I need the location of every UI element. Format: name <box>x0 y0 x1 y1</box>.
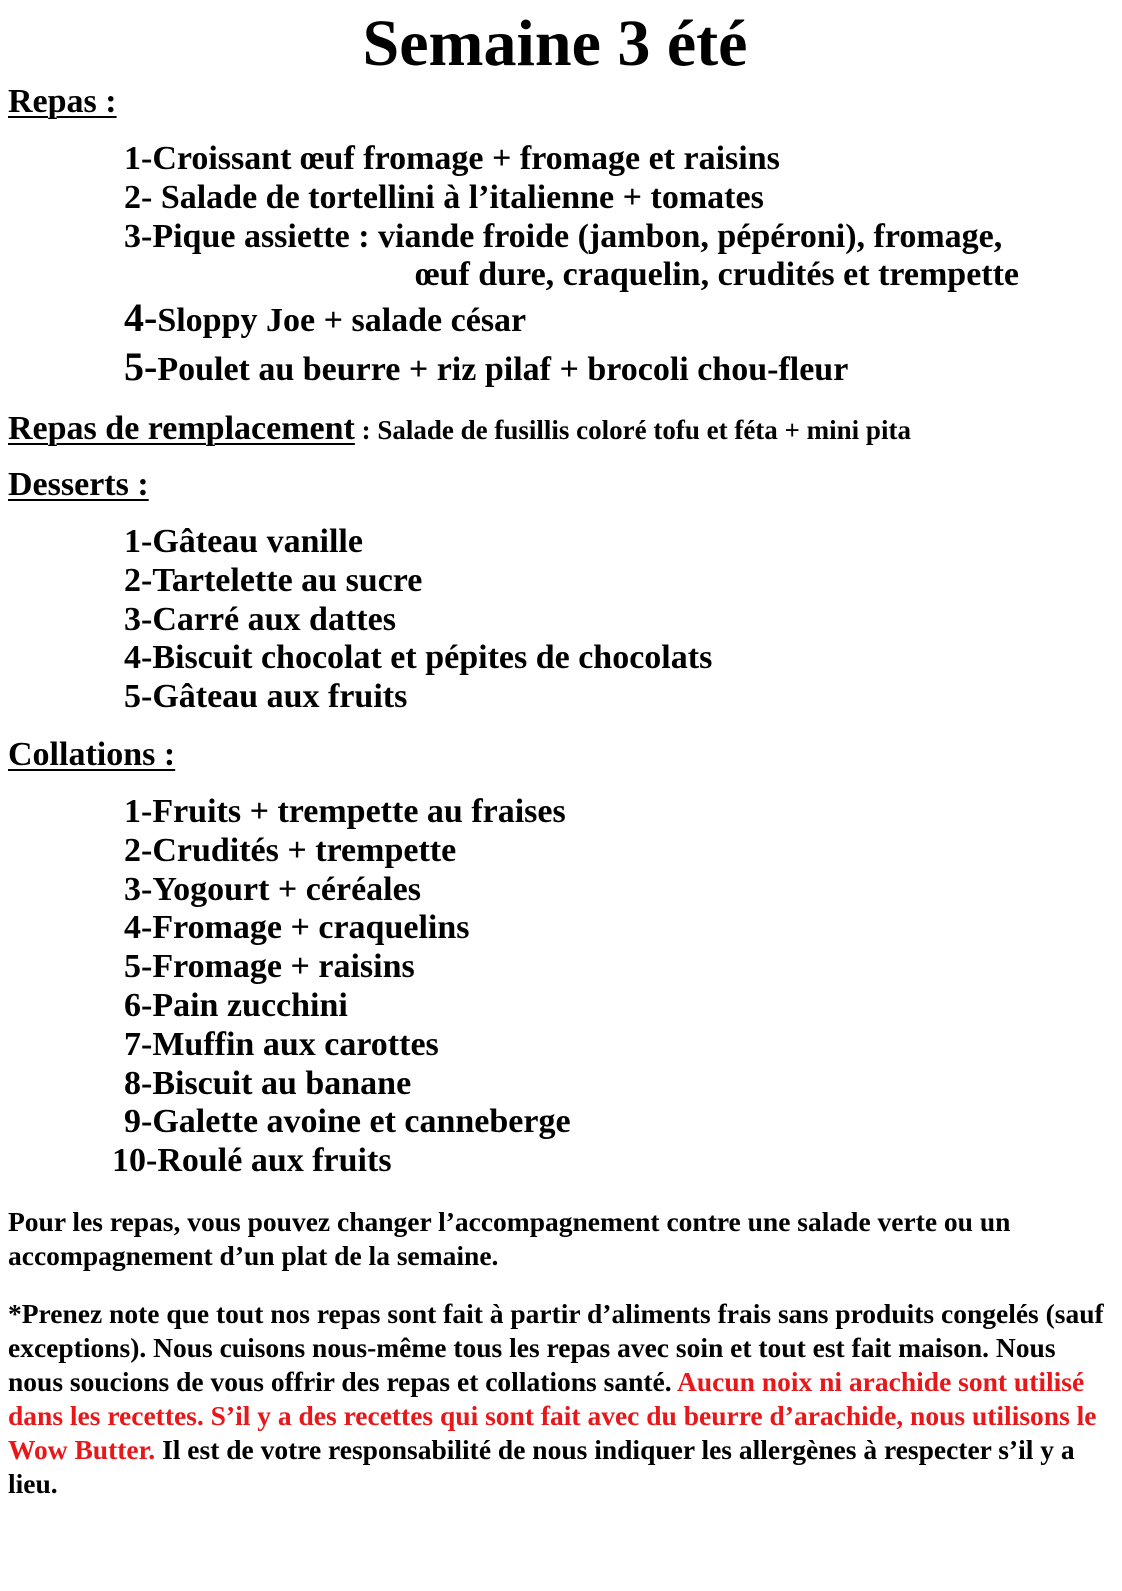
item-number: 4- <box>124 295 158 341</box>
list-item <box>124 140 1019 179</box>
repas-list <box>124 140 1019 393</box>
list-item: 2-Tartelette au sucre <box>124 561 423 599</box>
collations-heading: Collations : <box>8 736 176 773</box>
accompaniment-note: Pour les repas, vous pouvez changer l’accompagnement contre une salade verte ou un accompagnement d’un plat de la semaine. <box>8 1206 1011 1271</box>
list-item: 4-Biscuit chocolat et pépites de chocolats <box>124 639 713 677</box>
item-number: 2- <box>124 178 161 216</box>
replacement-heading: Repas de remplacement <box>8 410 355 447</box>
repas-heading: Repas : <box>8 83 117 120</box>
list-item: 5-Gâteau aux fruits <box>124 678 408 716</box>
page-title: Semaine 3 été <box>362 7 748 80</box>
item-text: Poulet au beurre + riz pilaf + brocoli chou-fleur <box>157 351 849 389</box>
desserts-heading: Desserts : <box>8 466 149 503</box>
fresh-food-note <box>8 1297 1114 1501</box>
list-item: 9-Galette avoine et canneberge <box>124 1103 571 1141</box>
list-item <box>124 179 1019 218</box>
list-item: 8-Biscuit au banane <box>124 1064 412 1102</box>
list-item: 7-Muffin aux carottes <box>124 1025 439 1063</box>
list-item <box>124 295 1019 344</box>
list-item: 5-Fromage + raisins <box>124 948 415 986</box>
list-item <box>124 344 1019 393</box>
replacement-text: : Salade de fusillis coloré tofu et féta + mini pita <box>354 415 911 445</box>
list-item: 6-Pain zucchini <box>124 986 348 1024</box>
list-item: 1-Fruits + trempette au fraises <box>124 793 566 830</box>
note-text: *Prenez note que tout nos repas sont fait à partir d’aliments frais sans produits congelés (sauf exceptions). Nous cuisons nous-même tous les repas avec soin et tout est fait maison. Nous nous soucions de vous offrir des repas et collations santé. <box>8 1298 1104 1397</box>
item-number: 5- <box>124 344 158 390</box>
list-item <box>124 218 1019 296</box>
item-continuation: œuf dure, craquelin, crudités et trempette <box>415 256 1020 294</box>
item-number: 1- <box>124 140 153 177</box>
item-number: 3- <box>124 217 153 255</box>
list-item: 2-Crudités + trempette <box>124 831 457 869</box>
list-item: 3-Carré aux dattes <box>124 600 396 638</box>
item-text: Sloppy Joe + salade césar <box>157 302 527 340</box>
list-item: 10-Roulé aux fruits <box>112 1142 392 1180</box>
allergy-warning: Aucun noix ni arachide sont utilisé dans les recettes. S’il y a des recettes qui sont fait avec du beurre d’arachide, nous utilisons le Wow Butter. <box>8 1366 1097 1465</box>
list-item: 1-Gâteau vanille <box>124 523 363 560</box>
item-text: Salade de tortellini à l’italienne + tomates <box>160 178 764 216</box>
list-item: 3-Yogourt + céréales <box>124 870 421 908</box>
list-item: 4-Fromage + craquelins <box>124 909 470 947</box>
desserts-list <box>124 523 712 717</box>
item-text: Pique assiette : viande froide (jambon, pépéroni), fromage, <box>152 217 1003 255</box>
replacement-meal <box>8 409 911 450</box>
collations-list <box>112 793 571 1181</box>
item-text: Croissant œuf fromage + fromage et raisins <box>152 140 780 177</box>
note-text: Il est de votre responsabilité de nous indiquer les allergènes à respecter s’il y a lieu. <box>8 1434 1075 1499</box>
